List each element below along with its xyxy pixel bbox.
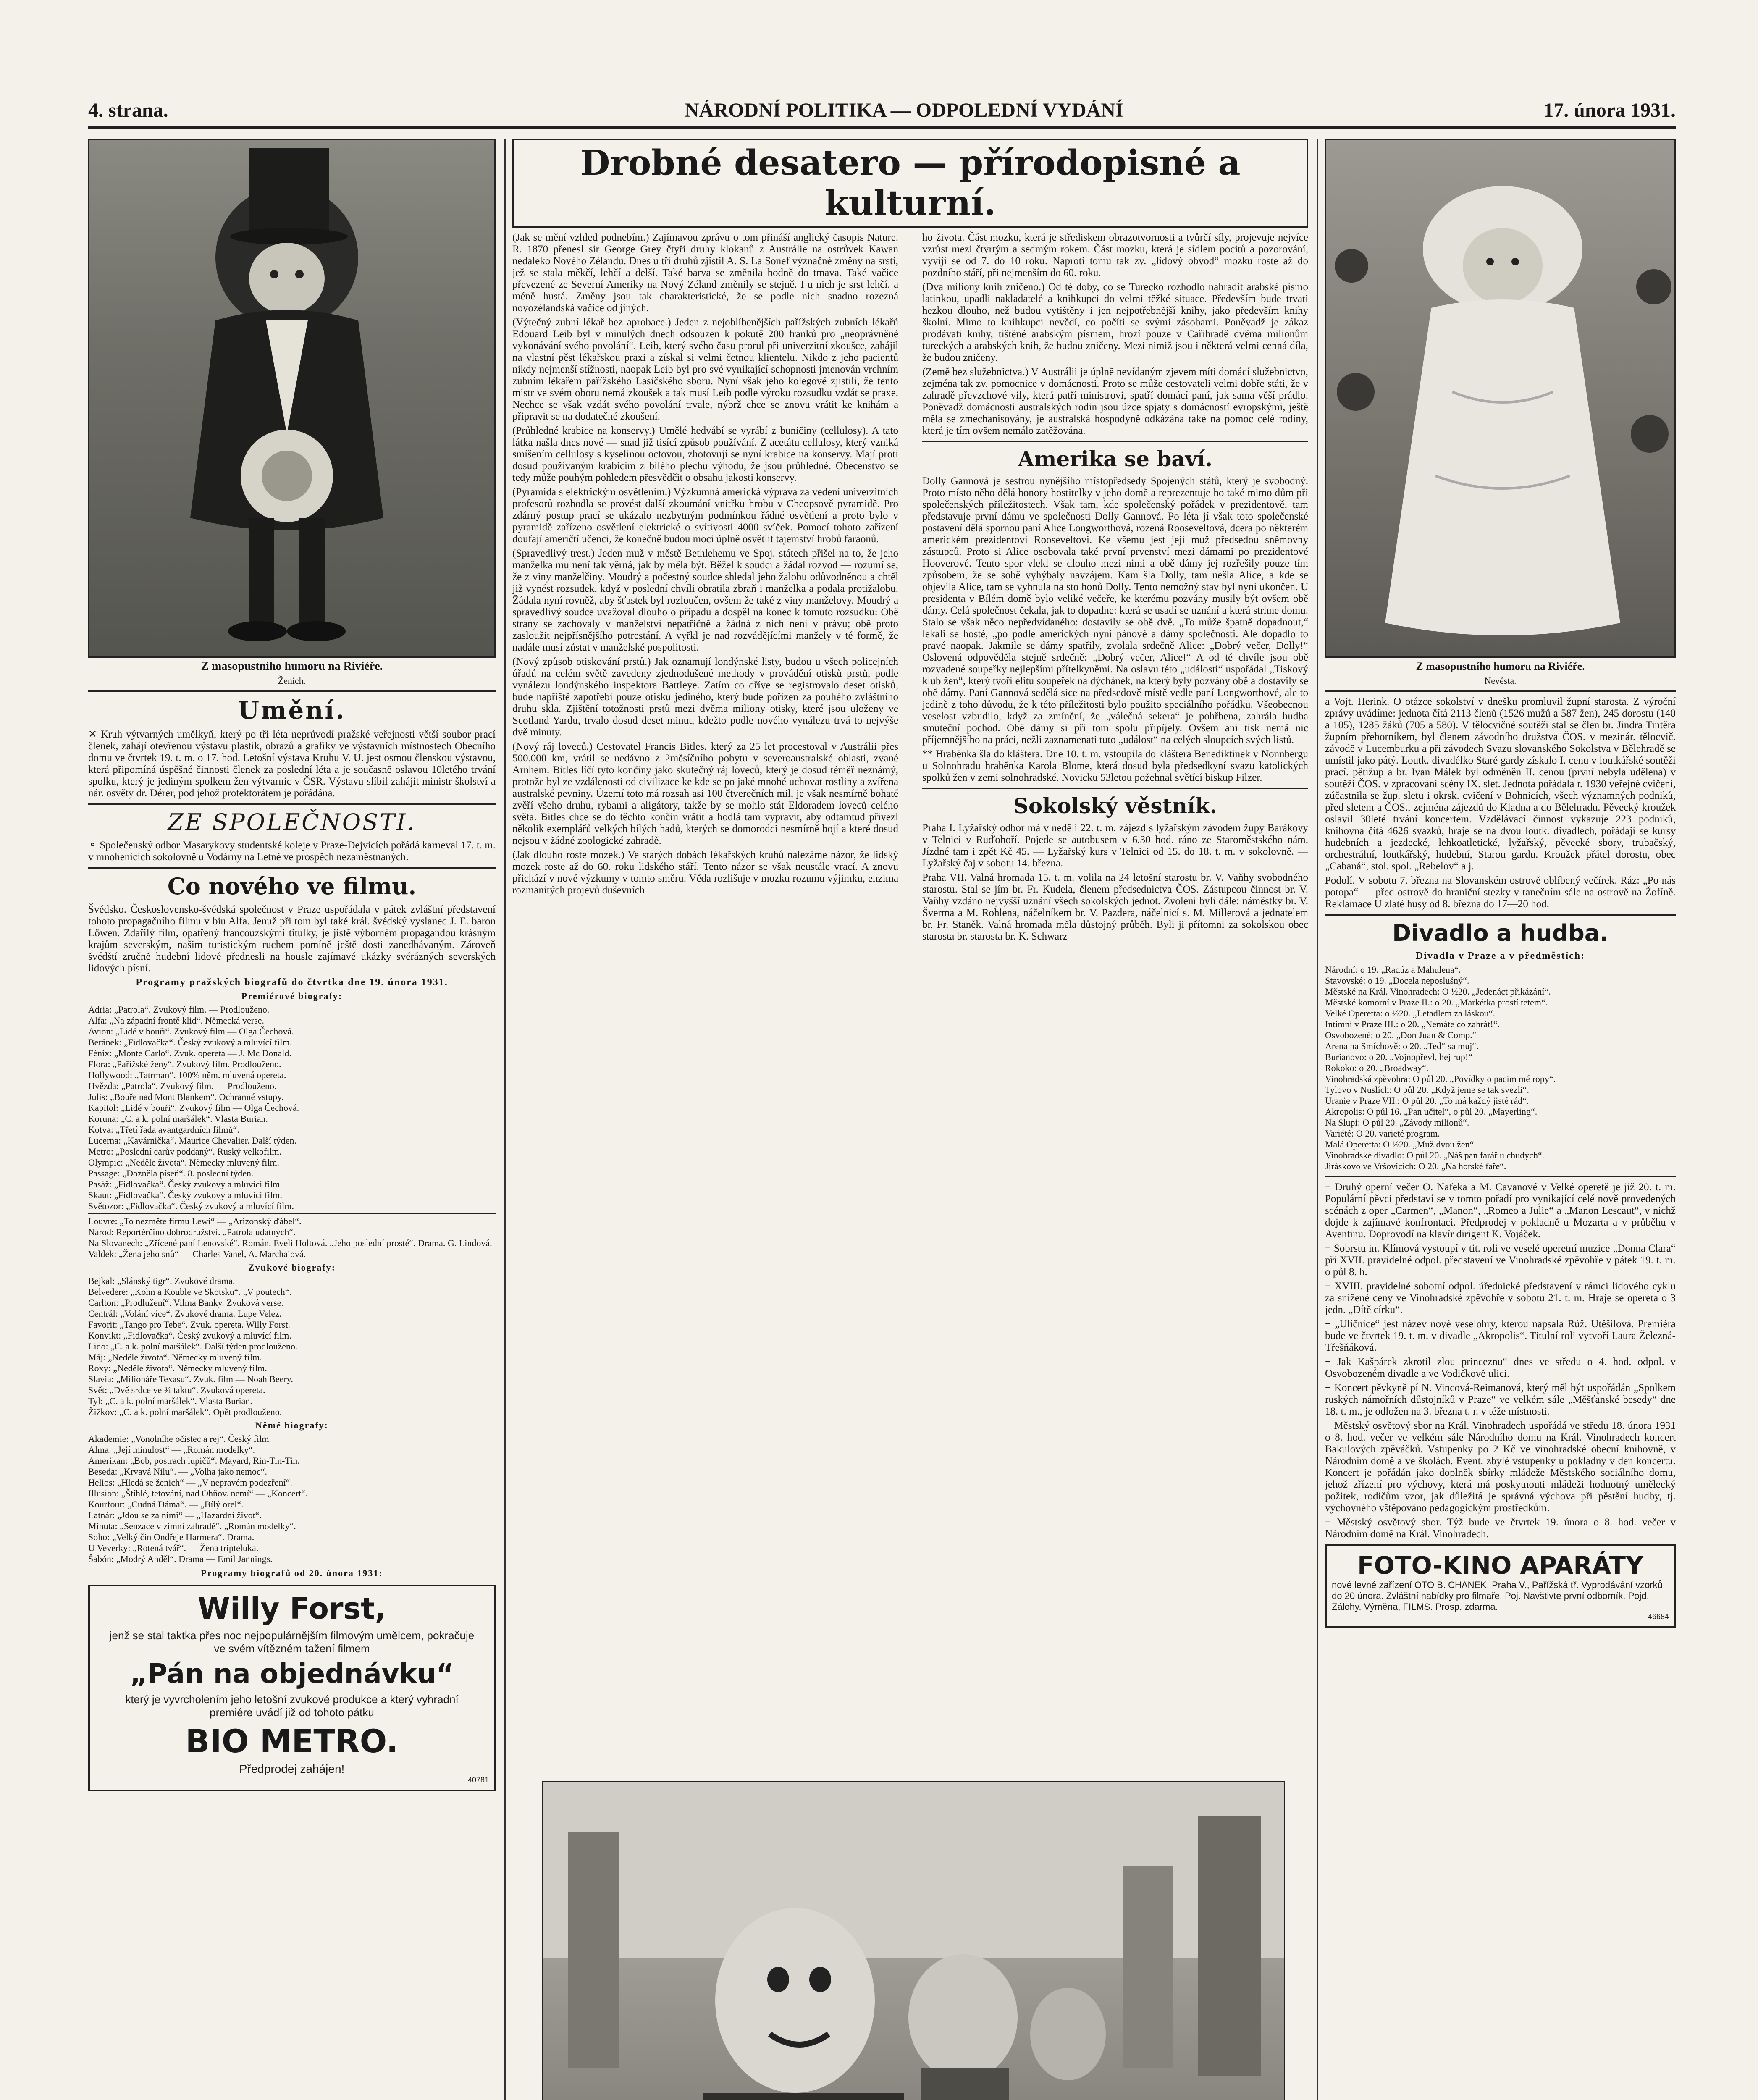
desatero-col2 (922, 232, 1308, 945)
ad-line1: jenž se stal taktka přes noc nejpopulárnějším filmovým umělcem, pokračuje ve svém vítězném tažení filmem (109, 1629, 475, 1655)
rule (922, 788, 1308, 789)
program-item: Žižkov: „C. a k. polní maršálek“. Opět prodlouženo. (88, 1407, 282, 1417)
section-title-umeni: Umění. (238, 696, 346, 724)
ad-text: nové levné zařízení OTO B. CHANEK, Praha V., Pařížská tř. Vyprodávání vzorků do 20 února. Zvláštní nabídky pro filmaře. Poj. Navštivte první odborník. Pojd. Zálohy. Výměna, FILMS. Prosp. zdarma. (1332, 1580, 1663, 1612)
premierove-title: Premiérové biografy: (241, 991, 343, 1001)
theatre-list (1325, 964, 1676, 1172)
theatre-item: Burianovo: o 20. „Vojnopřevl, hej rup!“ (1325, 1052, 1472, 1062)
program-item: Na Slovanech: „Zřícené paní Lenovské“. Román. Eveli Holtová. „Jeho poslední prosté“. Drama. G. Lindová. (88, 1238, 492, 1248)
theatre-item: Vinohradské divadlo: O půl 20. „Náš pan farář u chudých“. (1325, 1150, 1545, 1160)
theatre-item: Městské komorní v Praze II.: o 20. „Markétka prostí tetem“. (1325, 997, 1548, 1008)
desatero-paragraph: (Pyramida s elektrickým osvětlením.) Výzkumná americká výprava za vedení univerzitních profesorů rozhodla se provést další zkoumání vnitřku hrobu v Cheopsově pyramidě. Pro zdárný postup prací se ukázalo nezbytným podmínkou řádné osvětlení a proto bylo v pyramidě zařízeno osvětlení elektrické o svítivosti 4000 svíček. Pomocí tohoto zařízení doufají američtí učenci, že konečně budou moci úplně osvětlit tajemství hrobů faraonů. (512, 486, 899, 545)
bride-figure-image (1326, 140, 1676, 656)
bottom-photo-block (542, 1781, 1285, 2100)
ad-film-title: „Pán na objednávku“ (130, 1659, 454, 1690)
program-item: Skaut: „Fidlovačka“. Český zvukový a mluvící film. (88, 1190, 282, 1200)
section-title-sokol: Sokolský věstník. (1013, 793, 1217, 818)
photo-caption: Z masopustního humoru na Riviéře. (201, 660, 383, 673)
masthead: NÁRODNÍ POLITIKA — ODPOLEDNÍ VYDÁNÍ (685, 99, 1123, 121)
program-item: Kapitol: „Lidé v bouři“. Zvukový film — Olga Čechová. (88, 1102, 299, 1113)
theatre-item: Jiráskovo ve Vršovicích: O 20. „Na horské faře“. (1325, 1161, 1506, 1171)
program-item: Beránek: „Fidlovačka“. Český zvukový a mluvící film. (88, 1037, 292, 1047)
theatre-item: Osvobozené: o 20. „Don Juan & Comp.“ (1325, 1030, 1477, 1040)
section-title-spolecnost: ZE SPOLEČNOSTI. (168, 809, 416, 835)
theatre-item: Uranie v Praze VII.: O půl 20. „To má každý jisté rád“. (1325, 1095, 1529, 1106)
program-item: Olympic: „Neděle života“. Německy mluvený film. (88, 1157, 280, 1168)
theatre-item: Na Slupi: O půl 20. „Závody milionů“. (1325, 1117, 1469, 1128)
notice-paragraph: + Městský osvětový sbor. Týž bude ve čtvrtek 19. února o 8. hod. večer v Národním domě na Král. Vinohradech. (1325, 1517, 1676, 1540)
notice-paragraph: + „Uličnice“ jest název nové veselohry, kterou napsala Rúž. Utěšilová. Premiéra bude ve čtvrtek 19. t. m. v divadle „Akropolis“. Titulní roli vytvoří Laura Železná-Třešňáková. (1325, 1318, 1676, 1353)
theatre-item: Národní: o 19. „Radúz a Mahulena“. (1325, 964, 1461, 975)
program-item: Lido: „C. a k. polní maršálek“. Další týden prodlouženo. (88, 1341, 298, 1352)
desatero-paragraph: (Země bez služebnictva.) V Austrálii je úplně nevídaným zjevem míti domácí služebnictvo, zejména tak zv. pomocnice v domácnosti. Proto se může cestovateli velmi dobře státi, že v zahradě převzchové vily, která patří ministrovi, spatří domácí paní, jak sama věší prádlo. Poněvadž domácnosti australských rodin jsou úzce spjaty s domácností evropskými, ještě měla se zmechanisovány, je australská hospodyně odkázána také na pomoc celé rodiny, která je tím ovšem nemálo zatěžována. (922, 366, 1308, 436)
desatero-paragraph: (Nový ráj loveců.) Cestovatel Francis Bitles, který za 25 let procestoval v Austrálii přes 500.000 km, vrátil se nedávno z 2měsíčního pobytu v severoaustralské oblasti, zvané Arnhem. Bitles líčí tyto končiny jako skutečný ráj loveců, který je dosud téměř neznámý, protože byl ze vzdálenosti od civilizace ke kde se po jaké mnohé uchovat rostliny a zvířena australské pevniny. Území toto má rozsah asi 100 čtverečních mil, je však nesmírně bohaté zvěří všeho druhu, rybami a aligátory, takže by se mohlo stát Eldoradem loveců celého světa. Bitles chce se do těchto končin vrátit a hodlá tam vypravit, aby odtamtud přivezl několik exemplářů velkých bílých hadů, kterých se domorodci nesmírně bojí a které dosud nejsou v žádné zoologické zahradě. (512, 741, 899, 846)
program-item: Kotva: „Třetí řada avantgardních filmů“. (88, 1124, 239, 1135)
section-title-amerika: Amerika se baví. (1018, 446, 1213, 471)
desatero-paragraph: (Výtečný zubní lékař bez aprobace.) Jeden z nejoblíbenějších pařížských zubních lékařů Edouard Leib byl v minulých dnech odsouzen k pokutě 200 franků pro „neoprávněné vykonávání svého povolání“. Leib, který svého času prorul při univerzitní zkoušce, zahájil na vlastní pěst lékařskou praxi a získal si velmi četnou klientelu. Nikdo z jeho pacientů nikdy nejmenší stížnosti, naopak Leib byl pro své vynikající schopnosti jmenován vrchním zubním lékařem pařížského Lasičského sboru. Nyní však jeho kolegové zjistili, že tento mistr ve svém oboru nemá zkoušek a tak musí Leib podle výroku rozsudku vzdát se praxe. Nechce se však vzdát svého povolání trvale, nýbrž chce se znovu vrátit ke knihám a připravit se na dodatečné zkoušení. (512, 317, 899, 422)
ad-title: Willy Forst, (197, 1591, 386, 1626)
nemebio-title: Němé biografy: (255, 1420, 328, 1431)
header-rule (88, 126, 1676, 129)
ad-number: 40781 (467, 1776, 489, 1784)
program-item: Minuta: „Senzace v zimní zahradě“. „Román modelky“. (88, 1521, 296, 1531)
sokol-continued: a Vojt. Herink. O otázce sokolství v dnešku promluvil župní starosta. Z výroční zprávy uvádíme: jednota čítá 2113 členů (1526 mužů a 587 žen), 245 dorostu (140 a 105), 1285 žáků (705 a 580). V tělocvičné soutěži stal se člen br. Jindra Tintěra župním přeborníkem, byl členem závodního družstva ČOS. v mezinár. tělocvič. závodě v Lucemburku a při závodech Svazu slovanského Sokolstva v Bělehradě se umístil jako pátý. Loutk. divadélko Staré gardy získalo I. cenu v loutkářské soutěži prací. pětižup a br. Ivan Málek byl odměněn II. cenou (první nebyla udělena) v soutěži ČOS. v zpracování scény IX. slet. Jednota pořádala r. 1930 veřejné cvičení, zúčastnila se žup. sletu i okrsk. cvičení v Bohnicích, všech významných podniků, před sletem a ČOS., zejména zájezdů do Kladna a do Bělehradu. Pěvecký kroužek oslavil 30leté trvání koncertem. Vzdělávací činnost vykazuje 223 podniků, knihovna čítá 4626 svazků, hraje se na dvou loutk. divadlech, pořádají se kursy hudebních a jezdecké, lehkoatletické, lyžařský, pěvecké sbory, trubačský, orchestrální, loutkářský, hudební, Starou gardu. Kroužek přátel dorostu, obec „Cabaná“, stol. spol. „Rebelov“ a j. (1325, 696, 1676, 872)
notice-paragraph: + Koncert pěvkyně pí N. Vincová-Reimanová, který měl být uspořádán „Spolkem ruských námořních důstojníků v Praze“ ve velkém sále „Měšťanské besedy“ dne 18. t. m., je odložen na 3. března t. r. v téže místnosti. (1325, 1382, 1676, 1417)
program-item: Fénix: „Monte Carlo“. Zvuk. opereta — J. Mc Donald. (88, 1048, 291, 1058)
desatero-paragraph: (Průhledné krabice na konservy.) Umělé hedvábí se vyrábí z buničiny (cellulosy). A tato látka našla dnes nové — snad již tisící způsob používání. Z acetátu cellulosy, který vzniká smíšením cellulosy s kyselinou octovou, zhotovují se nyní krabice na konservy. Mají proti dosud používaným krabicím z bílého plechu výhodu, že jsou průhledné. Obecenstvo se tedy může pouhým pohledem přesvědčit o obsahu jakosti konservy. (512, 425, 899, 483)
program-item: Pasáž: „Fidlovačka“. Český zvukový a mluvící film. (88, 1179, 282, 1189)
rule (922, 441, 1308, 442)
rule (1325, 1176, 1676, 1177)
notices-list (1325, 1181, 1676, 1540)
premierove-list (88, 1004, 496, 1212)
desatero-paragraph: (Nový způsob otiskování prstů.) Jak oznamují londýnské listy, budou u všech policejních úřadů na celém světě zavedeny zjednodušené methody v provádění otisků prstů, podle vynálezu londýnského inspektora Battleye. Zatím co dříve se registrovalo deset otisků, bude napříště zapotřebí pouze otisku jediného, který bude pořízen za pouhého zvláštního druhu skla. Zjištění totožnosti prstů mezi dvěma miliony otisky, které jsou uloženy ve Scotland Yardu, trvalo dosud deset minut, kdežto podle nového vynálezu trvá to nejvýše dvě minuty. (512, 656, 899, 738)
program-item: Belvedere: „Kohn a Kouble ve Skotsku“. „V poutech“. (88, 1286, 292, 1297)
program-item: Valdek: „Žena jeho snů“ — Charles Vanel, A. Marchaiová. (88, 1249, 306, 1259)
program-item: Alfa: „Na západní frontě klid“. Německá verse. (88, 1015, 265, 1026)
program-title: Programy pražských biografů do čtvrtka dne 19. února 1931. (136, 977, 448, 988)
ad-line2: který je vyvrcholením jeho letošní zvukové produkce a který vyhradní premiére uvádí již od tohoto pátku (125, 1693, 459, 1719)
article-title: Drobné desatero — přírodopisné a kulturní. (512, 139, 1308, 228)
program-item: Slavia: „Milionáře Texasu“. Zvuk. film — Noah Beery. (88, 1374, 293, 1384)
program-item: Helios: „Hledá se ženich“ — „V nepravém podezření“. (88, 1477, 292, 1488)
program-item: Šabón: „Modrý Anděl“. Drama — Emil Jannings. (88, 1554, 273, 1564)
page-header (88, 99, 1676, 124)
amerika-text: Dolly Gannová je sestrou nynějšího místopředsedy Spojených států, který je svobodný. Proto místo něho dělá honory hostitelky v jeho domě a reprezentuje ho také mimo dům při společenských příležitostech. Však tam, kde společenský pořádek v prezidentově, tam představuje první dámu ve společnosti Dolly Gannová. Po léta jí však toto společenské postavení dělá spornou paní Alice Longworthová, rozená Rooseveltová, dcera po některém americkém prezidentovi Rooseveltovi. Ke všemu jest její muž předsedou sněmovny zástupců. Proto si Alice osobovala také první prvenství mezi dámami po prezidentové Hooverové. Tento spor vlekl se dlouho mezi nimi a obě dámy jej rozřešily pouze tím způsobem, že se sobě vyhýbaly navzájem. Kam šla Dolly, tam nešla Alice, a kde se objevila Alice, tam se vyhnula na sto honů Dolly. Tento nemožný stav byl nyní ukončen. U presidenta v Bílém domě bylo veliké večeře, ke kterému pozvány musily být ovšem obě dámy. Celá společnost čekala, jak to dopadne: která se usadí se uznání a která strhne domu. Stalo se však něco nepředvídaného: dostavily se obě dvě. „To může špatně dopadnout,“ lekali se hosté, „po podle amerických nyní pánové a dámy společnosti. Ale dopadlo to pravé naopak. Jakmile se dámy spatřily, zvolala srdečně Alice: „Dobrý večer, Dolly!“ Oslovená odpověděla stejně srdečně: „Dobrý večer, Alice!“ A od té chvíle jsou obě rozvadené soupeřky nejlepšími přítelkyněmi. Na oslavu této „události“ uspořádal „Tiskový klub žen“, který tvoří elitu soupeřek na dýchánek, na který byly pozvány obě a dostavily se obě dámy. Paní Gannová sedělá sice na předsedově místě vedle paní Longworthové, ale to jedině z toho důvodu, že k této příležitosti bylo použito speciálního pořádku. Všeobecnou veselost vzbudilo, když za zmínění, že „válečná sekera“ je pohřbena, zahrála hudba smuteční pochod. Obě dámy si při tom spolu připíjely. Ovšem ani tisk nemá nic příjemnějšího na práci, nežli zaznamenati tuto „událost“ na celých sloupcích svých listů. (922, 475, 1308, 746)
theatre-item: Stavovské: o 19. „Docela neposlušný“. (1325, 975, 1469, 986)
program-item: Carlton: „Prodlužení“. Vilma Banky. Zvuková verse. (88, 1297, 283, 1308)
column-divider (504, 139, 506, 2100)
program-item: Akademie: „Vonolníhe očistec a rej“. Český film. (88, 1433, 271, 1444)
zvukove-title: Zvukové biografy: (248, 1262, 336, 1273)
ad-cinema: BIO METRO. (185, 1722, 399, 1760)
program-item: Beseda: „Krvavá Nilu“. — „Volha jako nemoc“. (88, 1466, 268, 1477)
theatre-item: Tylovo v Nuslích: O půl 20. „Když jeme se tak svezli“. (1325, 1084, 1530, 1095)
premierove-list-2 (88, 1216, 496, 1260)
program-item: Centrál: „Volání více“. Zvukové drama. Lupe Velez. (88, 1308, 282, 1319)
theatre-item: Malá Operetta: O ½20. „Muž dvou žen“. (1325, 1139, 1476, 1150)
desatero-paragraph: ho života. Část mozku, která je střediskem obrazotvornosti a tvůrčí síly, projevuje nejvíce vzrůst mezi čtvrtým a sedmým rokem. Část mozku, která je sídlem pocitů a pozorování, vyvíjí se od 7. do 10 roku. Naproti tomu tak zv. „lidový obvod“ mozku roste až do pozdního stáří, při nejmenším do 60. roku. (922, 232, 1308, 278)
program-item: Julis: „Bouře nad Mont Blankem“. Ochranné vstupy. (88, 1092, 284, 1102)
section-title-film: Co nového ve filmu. (167, 873, 417, 900)
program-item: Soho: „Velký čin Ondřeje Harmera“. Drama. (88, 1532, 255, 1542)
ad-title: FOTO-KINO APARÁTY (1357, 1551, 1644, 1580)
parade-crowd-image (543, 1782, 1285, 2100)
page-number: 4. strana. (88, 99, 168, 121)
desatero-paragraph: (Jak se mění vzhled podnebím.) Zajímavou zprávu o tom přináší anglický časopis Nature. R. 1870 přenesl sir George Grey čtyři druhy klokanů z Austrálie na ostrůvek Kawan nedaleko Nového Zélandu. Dnes u tří druhů zjistil A. S. La Sonef význačné změny na srsti, jež se stala měkčí, lehčí a delší. Také barva se změnila hodně do tmava. Také vačice převezené ze Severní Ameriky na Nový Zéland změnily se stejně. I u nich je srst lehčí, a méně hustá. Změny jsou tak charakteristické, že se podle nich snadno rozezná novozélandská vačice od jiných. (512, 232, 899, 314)
column-divider (1317, 139, 1318, 2100)
program-item: Favorit: „Tango pro Tebe“. Zvuk. opereta. Willy Forst. (88, 1319, 290, 1330)
program-item: Světozor: „Fidlovačka“. Český zvukový a mluvící film. (88, 1201, 294, 1211)
rule (88, 1213, 496, 1214)
issue-date: 17. února 1931. (1543, 99, 1676, 121)
program-item: Máj: „Neděle života“. Německy mluvený film. (88, 1352, 262, 1362)
program-item: Hollywood: „Tatrman“. 100% něm. mluvená opereta. (88, 1070, 286, 1080)
program-item: U Veverky: „Rotená tvář“. — Žena tripteluka. (88, 1543, 259, 1553)
theatre-item: Rokoko: o 20. „Broadway“. (1325, 1063, 1429, 1073)
rule (88, 867, 496, 869)
hrabenka-text: ** Hraběnka šla do kláštera. Dne 10. t. m. vstoupila do kláštera Benediktinek v Nonnbergu u Solnohradu hraběnka Karola Blome, která dosud byla předsedkyní svazu katolických spolků žen v zemi solnohradské. Novicku 53letou požehnal světící biskup Filzer. (922, 748, 1308, 783)
ad-foot: Předprodej zahájen! (239, 1762, 345, 1775)
program-item: Passage: „Dozněla píseň“. 8. poslední týden. (88, 1168, 254, 1179)
photo-subcaption: Nevěsta. (1484, 675, 1517, 686)
photo-mainz-parade (542, 1781, 1285, 2100)
photo-subcaption: Ženich. (278, 675, 306, 686)
left-column (88, 139, 496, 2100)
program-item: Hvězda: „Patrola“. Zvukový film. — Prodlouženo. (88, 1081, 277, 1091)
program-item: Kourfour: „Cudná Dáma“. — „Bílý orel“. (88, 1499, 244, 1509)
groom-figure-image (89, 140, 496, 656)
right-column (1325, 139, 1676, 2100)
rule (88, 690, 496, 692)
program-item: Konvikt: „Fidlovačka“. Český zvukový a mluvící film. (88, 1330, 291, 1341)
notice-paragraph: + Městský osvětový sbor na Král. Vinohradech uspořádá ve středu 18. února 1931 o 8. hod. večer ve velkém sále Národního domu na Král. Vinohradech koncert Bakulových zpěváčků. Vstupenky po 2 Kč ve vinohradské obecní knihovně, v Národním domě a ve školách. Event. zbylé vstupenky u pokladny v den koncertu. Koncert je pořádán jako doplněk sbírky mládeže Městského sociálního domu, jehož zřízení pro výchovy, která má poskytnouti mládeži hodnotný umělecký požitek, rodičům vzor, jak důležitá je správná výchova při pěstění hudby, tj. výchovného vštěpováno pedagogickým prostředkům. (1325, 1420, 1676, 1514)
desatero-paragraph: (Dva miliony knih zničeno.) Od té doby, co se Turecko rozhodlo nahradit arabské písmo latinkou, upadli nakladatelé a knihkupci do velmi těžké situace. Především bude trvati hezkou dlouho, než budou vytištěny i jen nejpotřebnější knihy, jako především knihy školní. Mimo to knihkupci nevědí, co počíti se svými zásobami. Poněvadž je zákaz prodávati knihy, tištěné arabským písmem, hrozí pouze v Cařihradě dvěma milionům tureckých a arabských knih, že budou zničeny. Mezi nimiž jsou i některá velmi cenná díla, že budou zničeny. (922, 281, 1308, 363)
program-item: Illusion: „Štíhlé, tetování, nad Ohňov. nemí“ — „Koncert“. (88, 1488, 308, 1499)
program-item: Koruna: „C. a k. polní maršálek“. Vlasta Burian. (88, 1113, 268, 1124)
notice-paragraph: + Sobrstu in. Klímová vystoupí v tit. roli ve veselé operetní muzice „Donna Clara“ při XVII. pravidelné odpol. představení ve Vinohradské zpěvohře v pátek 19. t. m. o půl 8. h. (1325, 1243, 1676, 1278)
center-column (512, 139, 1308, 1777)
theatre-item: Vinohradská zpěvohra: O půl 20. „Povídky o pacim mé ropy“. (1325, 1074, 1556, 1084)
sokol-paragraph: Praha I. Lyžařský odbor má v neděli 22. t. m. zájezd s lyžařským závodem župy Barákovy v Telnici v Ruďohoří. Pojede se autobusem v 6.30 hod. ráno ze Staroměstského nám. Jízdné tam i zpět Kč 45. — Lyžařský kurs v Telnici od 15. do 18. t. m. v sokolovně. — Lyžařský čaj v sobotu 14. března. (922, 822, 1308, 869)
section-title-divadlo: Divadlo a hudba. (1392, 920, 1608, 946)
program-item: Bejkal: „Slánský tigr“. Zvukové drama. (88, 1276, 235, 1286)
program-item: Amerikan: „Bob, postrach lupičů“. Mayard, Rin-Tin-Tin. (88, 1455, 300, 1466)
ad-willy-forst (88, 1585, 496, 1791)
divadlo-subtitle: Divadla v Praze a v předměstích: (1415, 950, 1585, 961)
rule (88, 803, 496, 805)
program-item: Latnár: „Jdou se za nimi“ — „Hazardní život“. (88, 1510, 262, 1520)
ad-number: 46684 (1648, 1612, 1669, 1621)
theatre-item: Intimní v Praze III.: o 20. „Nemáte co zahrát!“. (1325, 1019, 1500, 1029)
photo-caption: Z masopustního humoru na Riviéře. (1416, 660, 1585, 672)
notice-paragraph: + XVIII. pravidelné sobotní odpol. úřednické představení v rámci lidového cyklu za snížené ceny ve Vinohradské zpěvohře v sobotu 21. t. m. Hraje se opereta o 3 jedn. „Dítě círku“. (1325, 1281, 1676, 1315)
rule (1325, 690, 1676, 692)
program-item: Roxy: „Neděle života“. Německy mluvený film. (88, 1363, 267, 1373)
sokol-paragraph: Praha VII. Valná hromada 15. t. m. volila na 24 letošní starostu br. V. Vaňhy svobodného starostu. Stal se jím br. Fr. Kudela, členem předsednictva ČOS. Zástupcou činnost br. V. Vaňhy vzdáno nejvyšší uznání všech sokolských jednot. Zvoleni byli dále: náměstky br. V. Šverma a M. Rohlena, náčelníkem br. V. Pazdera, náčelnicí s. M. Millerová a jednatelem br. Fr. Staněk. Valná hromada měla důstojný průběh. Byli ji přítomni za sokolskou obec starosta br. starosta br. K. Schwarz (922, 872, 1308, 942)
notice-paragraph: + Jak Kašpárek zkrotil zlou princeznu“ dnes ve středu o 4. hod. odpol. v Osvobozeném divadle a ve Vodičkově ulici. (1325, 1356, 1676, 1379)
program-item: Svět: „Dvě srdce ve ¾ taktu“. Zvuková opereta. (88, 1385, 265, 1395)
program-item: Metro: „Poslední carův poddaný“. Ruský velkofilm. (88, 1146, 282, 1157)
desatero-paragraph: (Jak dlouho roste mozek.) Ve starých dobách lékařských kruhů nalezáme názor, že lidský mozek roste až do 60. roku lidského stáří. Tento názor se však neustále vrací. A znovu přichází v nové výzkumy v tomto směru. Věda rozlišuje v mozku rozumu výjimku, enzima rozmanitých projevů duševních (512, 849, 899, 896)
theatre-item: Městské na Král. Vinohradech: O ½20. „Jedenáct přikázání“. (1325, 986, 1551, 997)
spolecnost-text: ⚬ Společenský odbor Masarykovy studentské koleje v Praze-Dejvicích pořádá karneval 17. t. m. v mnohenících sokolovně u Vodárny na Letné ve prospěch nezaměstnaných. (88, 840, 496, 863)
film-text: Švédsko. Československo-švédská společnost v Praze uspořádala v pátek zvláštní představení tohoto propagačního filmu v biu Alfa. Jenuž při tom byl také král. švédský vyslanec J. E. baron Löwen. Zdařilý film, opatřený francouzskými titulky, je jistě výborném propagandou krásným krajům severským, našim turistickým ruchem pomíně ještě dosti zanedbávaným. Zároveň švédští zručně hudební lidové přednesli na housle zajímavé ukázky svérázných severských lidových písní. (88, 904, 496, 974)
theatre-item: Velké Operetta: o ½20. „Letadlem za láskou“. (1325, 1008, 1496, 1018)
theatre-item: Variété: O 20. varieté program. (1325, 1128, 1440, 1139)
umeni-text: ✕ Kruh výtvarných umělkyň, který po tři léta neprůvodí pražské veřejnosti větší soubor prací členek, zahájí otevřenou výstavu plastik, obrazů a grafiky ve výstavních místnostech Obecního domu ve čtvrtek 19. t. m. o 17. hod. Letošní výstava Kruhu V. U. jest osmou členskou výstavou, která připomíná úspěšné činnosti členek za poslední léta a je současně oslavou 10letého trvání spolku, který je jediným spolkem žen výtvarnic v ČSR. Výstavu slíbil zahájit ministr školství a nár. osvěty dr. Dérer, pod jehož protektorátem je pořádána. (88, 729, 496, 799)
ad-foto-kino (1325, 1544, 1676, 1628)
program-foot: Programy biografů od 20. února 1931: (201, 1568, 383, 1578)
notice-paragraph: + Druhý operní večer O. Nafeka a M. Cavanové v Velké operetě je již 20. t. m. Populární pěvci představí se v tomto pořadí pro vynikající celé nově provedených scénách z oper „Carmen“, „Manon“, „Romeo a Julie“ a „Manon Lescaut“, v nichž dojde k zajímavé konfrontaci. Předprodej v pokladně u Mozarta a v průběhu v Aventinu. Doprovodí na klavír dirigent K. Vojáček. (1325, 1181, 1676, 1240)
program-item: Avion: „Lidé v bouři“. Zvukový film — Olga Čechová. (88, 1026, 294, 1037)
program-item: Alma: „Její minulost“ — „Román modelky“. (88, 1444, 255, 1455)
program-item: Tyl: „C. a k. polní maršálek“. Vlasta Burian. (88, 1396, 252, 1406)
program-item: Flora: „Pařížské ženy“. Zvukový film. Prodlouženo. (88, 1059, 281, 1069)
program-item: Adria: „Patrola“. Zvukový film. — Prodlouženo. (88, 1004, 270, 1015)
nemebio-list (88, 1433, 496, 1564)
desatero-col1 (512, 232, 898, 945)
program-item: Národ: Reportérčino dobrodružství. „Patrola udatných“. (88, 1227, 296, 1237)
desatero-paragraph: (Spravedlivý trest.) Jeden muž v městě Bethlehemu ve Spoj. státech přišel na to, že jeho manželka mu není tak věrná, jak by měla být. Běžel k soudci a žádal rozvod — rozumí se, že z viny manželčiny. Moudrý a počestný soudce shledal jeho žalobu odůvodněnou a chtěl již vynést rozsudek, když v poslední chvíli obratila zbraň i manželka a podala protižalobu. Žádala nyní rovněž, aby šťastek byl rozloučen, ovšem že také z viny manželovy. Moudrý a spravedlivý soudce uvažoval dlouho o případu a dospěl na konec k tomuto rozsudku: Obě strany se zachovaly v manželství nepatřičně a žádná z nich není v právu; obě proto zasloužit nejpřísnějšího potrestání. A vyřkl je nad rozvádějícími manžely v té formě, že nadále musí zůstat v manželské pospolitosti. (512, 548, 899, 653)
program-item: Lucerna: „Kavárnička“. Maurice Chevalier. Další týden. (88, 1135, 296, 1146)
rule (1325, 914, 1676, 916)
program-item: Louvre: „To nezměte firmu Lewi“ — „Arizonský ďábel“. (88, 1216, 302, 1226)
theatre-item: Akropolis: O půl 16. „Pan učitel“, o půl 20. „Mayerling“. (1325, 1106, 1538, 1117)
theatre-item: Arena na Smíchově: o 20. „Ted“ sa muj“. (1325, 1041, 1479, 1051)
photo-bride (1325, 139, 1676, 658)
zvukove-list (88, 1276, 496, 1418)
photo-groom (88, 139, 496, 658)
podoli-text: Podolí. V sobotu 7. března na Slovanském ostrově oblíbený večírek. Ráz: „Po nás potopa“ — před ostrově do hraniční stezky v tanečním sále na ostrově na Žofíně. Reklamace U zlaté husy od 8. března do 17—20 hod. (1325, 875, 1676, 910)
